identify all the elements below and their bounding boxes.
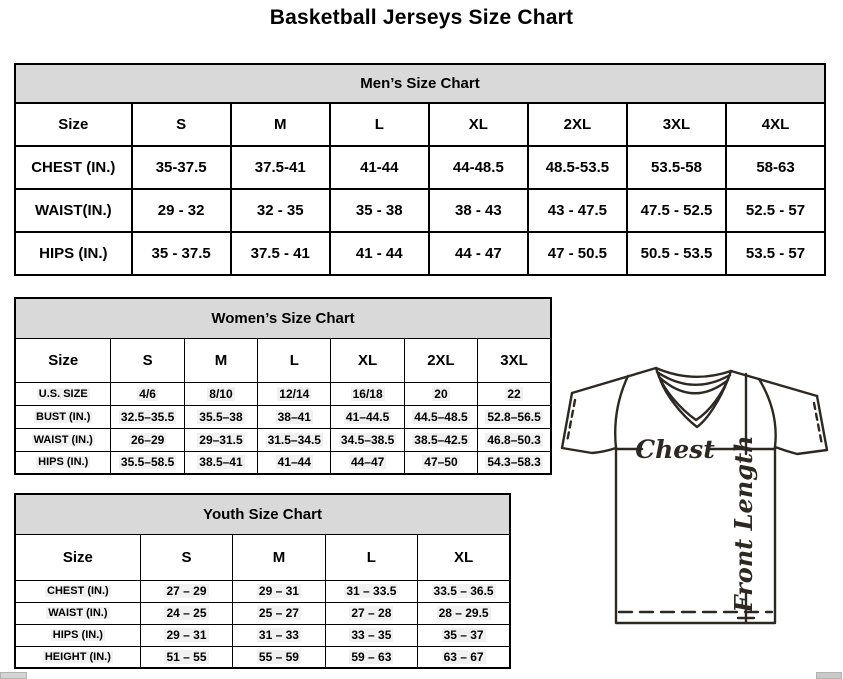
table-cell: 35-37.5 xyxy=(132,146,231,189)
table-cell: 52.8–56.5 xyxy=(478,405,551,428)
table-cell: 51 – 55 xyxy=(140,646,233,668)
womens-size-col-header: Size xyxy=(15,338,111,382)
table-cell: 31 – 33 xyxy=(233,624,325,646)
womens-col-header-m: M xyxy=(184,338,257,382)
womens-row-label-waist: WAIST (IN.) xyxy=(15,428,111,451)
table-cell: 20 xyxy=(404,382,477,405)
table-cell: 35 - 38 xyxy=(330,189,429,232)
table-cell: 52.5 - 57 xyxy=(726,189,825,232)
womens-row-label-us-size: U.S. SIZE xyxy=(15,382,111,405)
table-cell: 63 – 67 xyxy=(418,646,510,668)
table-cell: 44-48.5 xyxy=(429,146,528,189)
table-cell: 27 – 28 xyxy=(325,602,418,624)
table-cell: 31.5–34.5 xyxy=(258,428,331,451)
table-cell: 46.8–50.3 xyxy=(478,428,551,451)
table-cell: 37.5-41 xyxy=(231,146,330,189)
table-cell: 35.5–38 xyxy=(184,405,257,428)
youth-row-label-height: HEIGHT (IN.) xyxy=(15,646,140,668)
table-cell: 48.5-53.5 xyxy=(528,146,627,189)
mens-col-header-3xl: 3XL xyxy=(627,103,726,146)
table-cell: 50.5 - 53.5 xyxy=(627,232,726,275)
table-cell: 32.5–35.5 xyxy=(111,405,184,428)
mens-row-label-hips: HIPS (IN.) xyxy=(15,232,132,275)
youth-size-table xyxy=(14,493,511,669)
table-cell: 4/6 xyxy=(111,382,184,405)
jersey-measurement-diagram xyxy=(556,362,840,632)
mens-table-title: Men’s Size Chart xyxy=(15,64,825,103)
table-cell: 12/14 xyxy=(258,382,331,405)
mens-size-col-header: Size xyxy=(15,103,132,146)
table-cell: 47 - 50.5 xyxy=(528,232,627,275)
table-cell: 16/18 xyxy=(331,382,404,405)
table-cell: 41 - 44 xyxy=(330,232,429,275)
front-length-label: Front Length xyxy=(729,435,758,613)
mens-col-header-m: M xyxy=(231,103,330,146)
table-cell: 22 xyxy=(478,382,551,405)
table-cell: 35 - 37.5 xyxy=(132,232,231,275)
womens-col-header-xl: XL xyxy=(331,338,404,382)
youth-row-label-chest: CHEST (IN.) xyxy=(15,580,140,602)
womens-col-header-3xl: 3XL xyxy=(478,338,551,382)
table-cell: 47–50 xyxy=(404,451,477,474)
womens-row-label-bust: BUST (IN.) xyxy=(15,405,111,428)
youth-col-header-m: M xyxy=(233,534,325,580)
table-cell: 41–44 xyxy=(258,451,331,474)
table-cell: 41-44 xyxy=(330,146,429,189)
table-cell: 44 - 47 xyxy=(429,232,528,275)
table-cell: 33 – 35 xyxy=(325,624,418,646)
table-cell: 26–29 xyxy=(111,428,184,451)
table-cell: 35 – 37 xyxy=(418,624,510,646)
mens-row-label-chest: CHEST (IN.) xyxy=(15,146,132,189)
womens-size-table xyxy=(14,297,552,475)
table-cell: 32 - 35 xyxy=(231,189,330,232)
chest-label: Chest xyxy=(635,435,715,464)
youth-col-header-s: S xyxy=(140,534,233,580)
table-cell: 29 – 31 xyxy=(140,624,233,646)
table-cell: 24 – 25 xyxy=(140,602,233,624)
youth-table-title: Youth Size Chart xyxy=(15,494,510,534)
table-cell: 43 - 47.5 xyxy=(528,189,627,232)
table-cell: 44.5–48.5 xyxy=(404,405,477,428)
horizontal-scrollbar-track-end[interactable] xyxy=(816,672,842,679)
table-cell: 54.3–58.3 xyxy=(478,451,551,474)
table-cell: 8/10 xyxy=(184,382,257,405)
table-cell: 38 - 43 xyxy=(429,189,528,232)
table-cell: 28 – 29.5 xyxy=(418,602,510,624)
mens-col-header-2xl: 2XL xyxy=(528,103,627,146)
table-cell: 38.5–42.5 xyxy=(404,428,477,451)
table-cell: 41–44.5 xyxy=(331,405,404,428)
youth-size-col-header: Size xyxy=(15,534,140,580)
womens-col-header-s: S xyxy=(111,338,184,382)
table-cell: 55 – 59 xyxy=(233,646,325,668)
youth-row-label-hips: HIPS (IN.) xyxy=(15,624,140,646)
table-cell: 37.5 - 41 xyxy=(231,232,330,275)
table-cell: 31 – 33.5 xyxy=(325,580,418,602)
table-cell: 27 – 29 xyxy=(140,580,233,602)
mens-col-header-s: S xyxy=(132,103,231,146)
womens-table-title: Women’s Size Chart xyxy=(15,298,551,338)
table-cell: 53.5 - 57 xyxy=(726,232,825,275)
mens-size-table xyxy=(14,63,826,276)
jersey-outline xyxy=(572,368,656,393)
youth-row-label-waist: WAIST (IN.) xyxy=(15,602,140,624)
table-cell: 58-63 xyxy=(726,146,825,189)
table-cell: 29–31.5 xyxy=(184,428,257,451)
page-title: Basketball Jerseys Size Chart xyxy=(269,6,574,29)
womens-col-header-l: L xyxy=(258,338,331,382)
mens-col-header-4xl: 4XL xyxy=(726,103,825,146)
mens-row-label-waist: WAIST(IN.) xyxy=(15,189,132,232)
table-cell: 29 – 31 xyxy=(233,580,325,602)
table-cell: 33.5 – 36.5 xyxy=(418,580,510,602)
womens-row-label-hips: HIPS (IN.) xyxy=(15,451,111,474)
table-cell: 38–41 xyxy=(258,405,331,428)
table-cell: 29 - 32 xyxy=(132,189,231,232)
table-cell: 25 – 27 xyxy=(233,602,325,624)
youth-col-header-l: L xyxy=(325,534,418,580)
womens-col-header-2xl: 2XL xyxy=(404,338,477,382)
horizontal-scrollbar-thumb[interactable] xyxy=(0,672,27,679)
mens-col-header-l: L xyxy=(330,103,429,146)
table-cell: 35.5–58.5 xyxy=(111,451,184,474)
table-cell: 53.5-58 xyxy=(627,146,726,189)
table-cell: 47.5 - 52.5 xyxy=(627,189,726,232)
table-cell: 38.5–41 xyxy=(184,451,257,474)
table-cell: 59 – 63 xyxy=(325,646,418,668)
youth-col-header-xl: XL xyxy=(418,534,510,580)
table-cell: 44–47 xyxy=(331,451,404,474)
table-cell: 34.5–38.5 xyxy=(331,428,404,451)
mens-col-header-xl: XL xyxy=(429,103,528,146)
